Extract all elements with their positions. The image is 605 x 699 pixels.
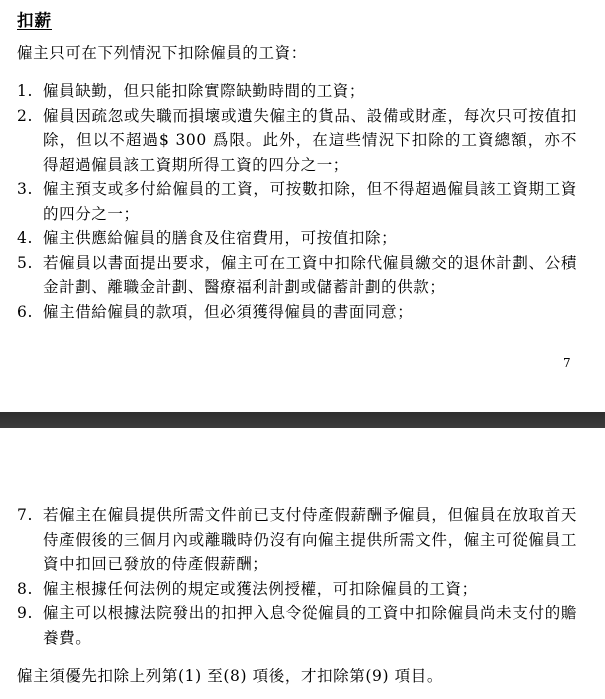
item-text: 若僱主在僱員提供所需文件前已支付侍產假薪酬予僱員，但僱員在放取首天侍產假後的三個月內或離職時仍沒有向僱主提供所需文件，僱主可從僱員工資中扣回已發放的侍產假薪酬； [43, 506, 577, 573]
item-number: 5. [17, 253, 33, 272]
item-text: 僱主可以根據法院發出的扣押入息令從僱員的工資中扣除僱員尚未支付的贍養費。 [43, 604, 577, 647]
deduction-list-part2 [17, 503, 577, 650]
item-number: 2. [17, 106, 33, 125]
item-text: 僱主根據任何法例的規定或獲法例授權，可扣除僱員的工資； [43, 579, 478, 598]
item-number: 6. [17, 302, 33, 321]
list-item [17, 79, 577, 104]
list-item [17, 177, 577, 226]
section-heading: 扣薪 [17, 11, 52, 30]
list-item [17, 503, 577, 577]
list-item [17, 601, 577, 650]
item-text: 若僱員以書面提出要求，僱主可在工資中扣除代僱員繳交的退休計劃、公積金計劃、離職金計劃、醫療福利計劃或儲蓄計劃的供款； [43, 253, 577, 296]
item-text: 僱主供應給僱員的膳食及住宿費用，可按值扣除； [43, 229, 398, 247]
item-number: 7. [17, 506, 33, 524]
item-text: 僱主預支或多付給僱員的工資，可按數扣除，但不得超過僱員該工資期工資的四分之一； [43, 180, 577, 223]
page-number: 7 [563, 356, 571, 370]
item-number: 9. [17, 604, 33, 622]
deduction-list-part1 [17, 79, 577, 324]
item-number: 8. [17, 579, 33, 598]
item-number: 3. [17, 180, 33, 198]
list-item [17, 251, 577, 300]
list-item [17, 577, 577, 602]
list-item [17, 300, 577, 325]
item-number: 1. [17, 82, 33, 100]
page-separator [0, 412, 605, 428]
intro-paragraph: 僱主只可在下列情況下扣除僱員的工資： [17, 44, 307, 62]
item-text: 僱員因疏忽或失職而損壞或遺失僱主的貨品、設備或財產，每次只可按值扣除，但以不超過$ 300 爲限。此外，在這些情況下扣除的工資總額，亦不得超過僱員該工資期所得工資的四分之一； [43, 106, 577, 174]
closing-paragraph: 僱主須優先扣除上列第(1) 至(8) 項後，才扣除第(9) 項目。 [17, 667, 443, 685]
list-item [17, 226, 577, 251]
list-item [17, 104, 577, 178]
item-text: 僱員缺勤，但只能扣除實際缺勤時間的工資； [43, 82, 366, 100]
item-text: 僱主借給僱員的款項，但必須獲得僱員的書面同意； [43, 302, 414, 321]
item-number: 4. [17, 229, 33, 247]
